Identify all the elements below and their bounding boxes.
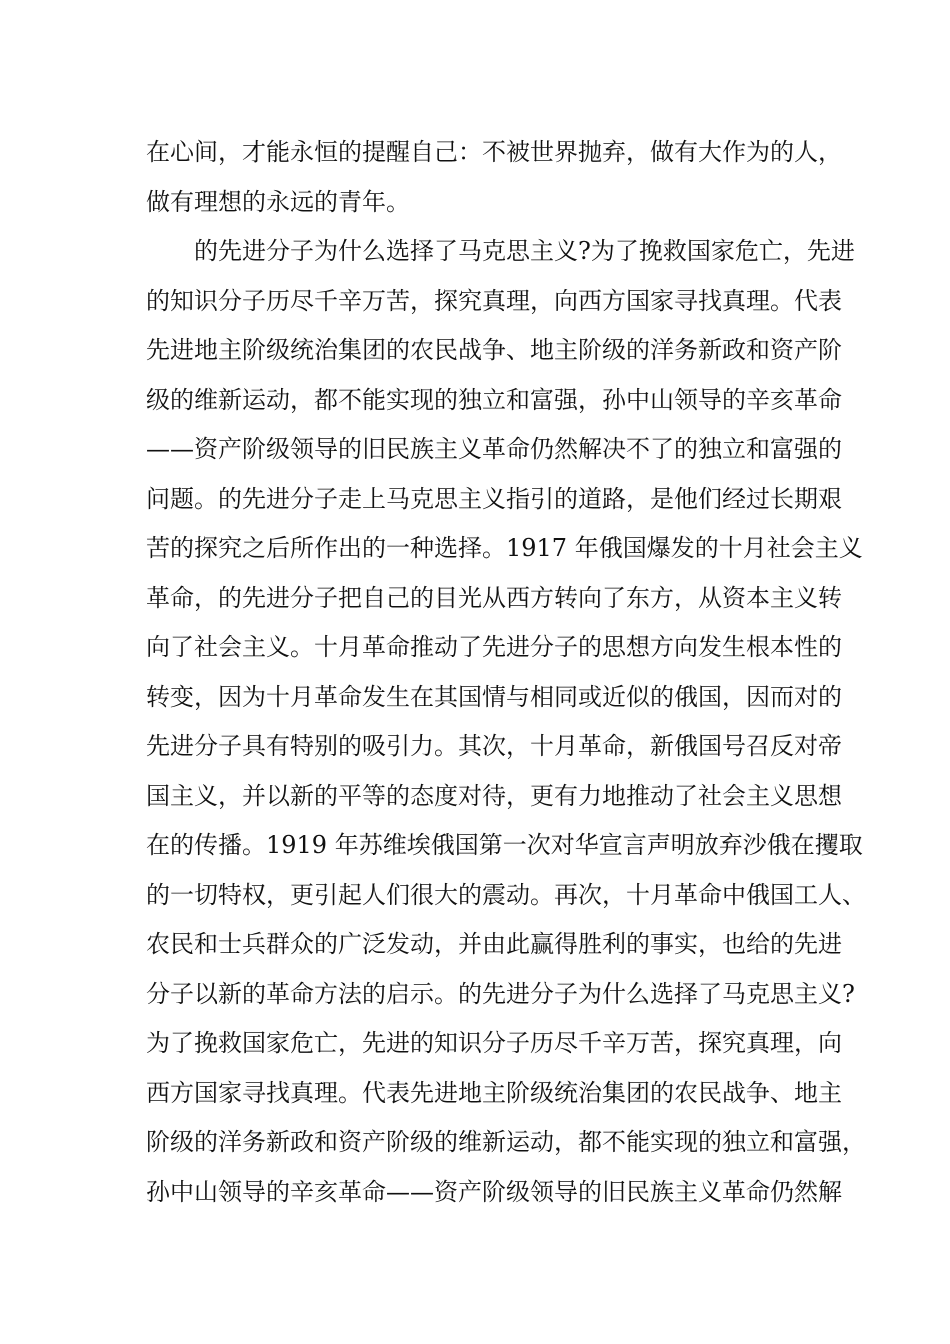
- body-text: [146, 128, 866, 1217]
- text-line: 西方国家寻找真理。代表先进地主阶级统治集团的农民战争、地主: [146, 1078, 842, 1107]
- text-line: 苦的探究之后所作出的一种选择。1917 年俄国爆发的十月社会主义: [146, 534, 863, 562]
- text-line: 的知识分子历尽千辛万苦，探究真理，向西方国家寻找真理。代表: [146, 286, 842, 315]
- text-line: 转变，因为十月革命发生在其国情与相同或近似的俄国，因而对的: [146, 682, 842, 711]
- text-line: 先进分子具有特别的吸引力。其次，十月革命，新俄国号召反对帝: [146, 732, 842, 760]
- text-line: 问题。的先进分子走上马克思主义指引的道路，是他们经过长期艰: [146, 484, 842, 513]
- text-line: 革命，的先进分子把自己的目光从西方转向了东方，从资本主义转: [146, 583, 842, 612]
- text-line: 阶级的洋务新政和资产阶级的维新运动，都不能实现的独立和富强，: [146, 1128, 866, 1156]
- text-line: 在的传播。1919 年苏维埃俄国第一次对华宣言声明放弃沙俄在攫取: [146, 831, 863, 859]
- text-line: 农民和士兵群众的广泛发动，并由此赢得胜利的事实，也给的先进: [146, 930, 842, 958]
- text-line: 孙中山领导的辛亥革命——资产阶级领导的旧民族主义革命仍然解: [146, 1177, 842, 1206]
- text-line: ——资产阶级领导的旧民族主义革命仍然解决不了的独立和富强的: [146, 435, 842, 463]
- text-line: 向了社会主义。十月革命推动了先进分子的思想方向发生根本性的: [146, 633, 842, 661]
- text-line: 的一切特权，更引起人们很大的震动。再次，十月革命中俄国工人、: [146, 880, 866, 909]
- text-line: 在心间，才能永恒的提醒自己：不被世界抛弃，做有大作为的人，: [146, 138, 842, 166]
- text-line: 国主义，并以新的平等的态度对待，更有力地推动了社会主义思想: [146, 781, 842, 810]
- text-line: 分子以新的革命方法的启示。的先进分子为什么选择了马克思主义?: [146, 979, 855, 1008]
- text-line: 的先进分子为什么选择了马克思主义?为了挽救国家危亡，先进: [146, 237, 855, 265]
- text-line: 先进地主阶级统治集团的农民战争、地主阶级的洋务新政和资产阶: [146, 336, 842, 364]
- text-line: 级的维新运动，都不能实现的独立和富强，孙中山领导的辛亥革命: [146, 385, 842, 414]
- text-line: 做有理想的永远的青年。: [146, 187, 410, 216]
- text-line: 为了挽救国家危亡，先进的知识分子历尽千辛万苦，探究真理，向: [146, 1029, 842, 1057]
